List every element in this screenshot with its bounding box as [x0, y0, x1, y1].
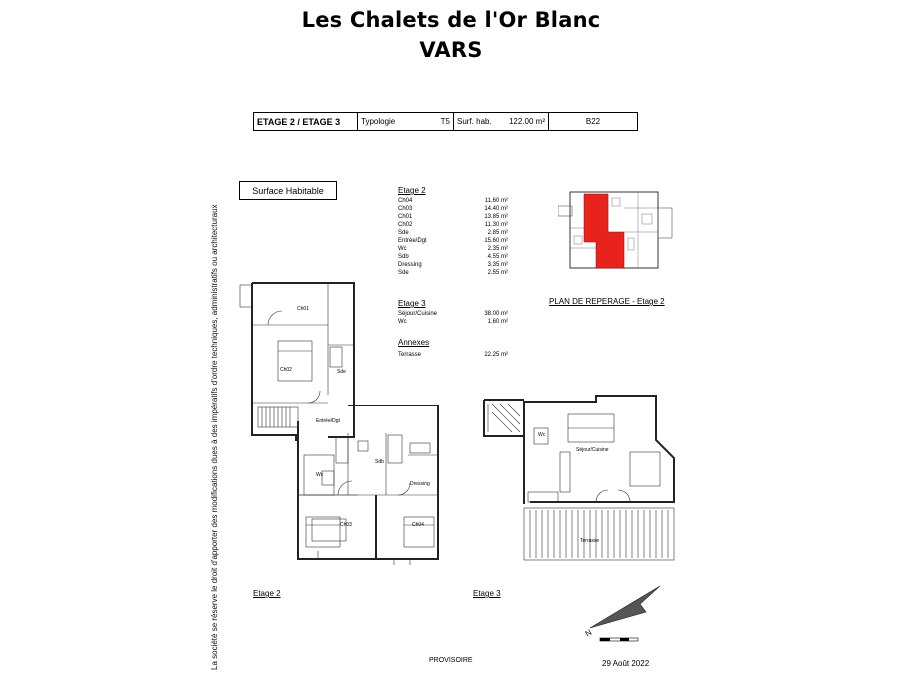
area-value: 13.85 m²: [484, 214, 508, 220]
room-sejour: Séjour/Cuisine: [576, 447, 609, 453]
area-value: 15.60 m²: [484, 238, 508, 244]
area-row: [398, 197, 508, 205]
area-value: 3.35 m²: [487, 262, 508, 268]
info-bar: [253, 112, 638, 131]
room-wc: Wc: [316, 472, 324, 478]
areas-etage2-title: Etage 2: [398, 186, 426, 195]
area-room: Terrasse: [398, 352, 422, 358]
svg-text:N: N: [583, 627, 594, 639]
room-dressing: Dressing: [410, 481, 430, 487]
area-room: Ch01: [398, 214, 413, 220]
room-ch03: Ch03: [340, 522, 352, 528]
area-room: Sde: [398, 270, 409, 276]
area-row: [398, 351, 508, 359]
room-sdb: Sdb: [375, 459, 384, 465]
areas-etage3-table: [398, 299, 508, 326]
floor-plan-etage2-east: [298, 405, 458, 567]
area-room: Ch02: [398, 222, 413, 228]
area-room: Sde: [398, 230, 409, 236]
area-row: [398, 221, 508, 229]
areas-etage2-table: [398, 186, 508, 277]
area-value: 2.55 m²: [487, 270, 508, 276]
floor-label-etage2: Etage 2: [253, 589, 281, 598]
room-ch01: Ch01: [297, 306, 309, 312]
area-value: 2.85 m²: [487, 230, 508, 236]
area-row: [398, 229, 508, 237]
north-arrow-icon: [582, 582, 662, 646]
area-value: 11.30 m²: [484, 222, 508, 228]
location-plan: [558, 188, 678, 274]
area-room: Wc: [398, 246, 407, 252]
area-room: Ch03: [398, 206, 413, 212]
project-location: VARS: [419, 38, 483, 62]
area-row: [398, 205, 508, 213]
typology-value: T5: [440, 117, 450, 126]
floor-plan-etage3: [480, 392, 676, 564]
areas-annexes-title: Annexes: [398, 338, 430, 347]
document-date: 29 Août 2022: [602, 659, 650, 668]
area-row: [398, 310, 508, 318]
area-room: Sdb: [398, 254, 409, 260]
room-ch04: Ch04: [412, 522, 424, 528]
area-row: [398, 237, 508, 245]
area-value: 38.00 m²: [484, 311, 508, 317]
legal-disclaimer: La société se réserve le droit d'apporter des modifications dues à des impératifs d'ordre techniques, administratifs ou architecturaux: [210, 204, 219, 670]
areas-etage3-title: Etage 3: [398, 299, 426, 308]
area-row: [398, 269, 508, 277]
room-ch02: Ch02: [280, 367, 292, 373]
area-room: Dressing: [398, 262, 422, 268]
room-entree: Entrée/Dgt: [316, 418, 340, 424]
typology-label: Typologie: [361, 117, 396, 126]
surface-cell: [454, 113, 549, 130]
area-row: [398, 213, 508, 221]
floor-label-etage3: Etage 3: [473, 589, 501, 598]
area-room: Ch04: [398, 198, 413, 204]
area-row: [398, 253, 508, 261]
area-room: Entrée/Dgt: [398, 238, 427, 244]
area-row: [398, 318, 508, 326]
project-title: Les Chalets de l'Or Blanc: [301, 8, 601, 32]
area-row: [398, 245, 508, 253]
room-wc-etage3: Wc: [538, 432, 546, 438]
surface-habitable-box: Surface Habitable: [239, 181, 337, 200]
highlighted-lot: [584, 194, 624, 268]
area-value: 22.25 m²: [484, 352, 508, 358]
room-sde: Sde: [337, 369, 346, 375]
location-plan-label: PLAN DE REPERAGE - Etage 2: [549, 297, 665, 306]
surface-value: 122.00 m²: [508, 117, 545, 126]
surface-label: Surf. hab.: [457, 117, 492, 126]
floors-cell: ETAGE 2 / ETAGE 3: [254, 113, 358, 130]
room-terrasse: Terrasse: [580, 538, 600, 544]
typology-cell: [358, 113, 454, 130]
area-value: 11.60 m²: [484, 198, 508, 204]
status-provisoire: PROVISOIRE: [429, 657, 473, 664]
area-room: Wc: [398, 319, 407, 325]
areas-annexes-table: [398, 338, 508, 359]
area-room: Séjour/Cuisine: [398, 311, 438, 317]
area-value: 4.55 m²: [487, 254, 508, 260]
area-value: 2.35 m²: [487, 246, 508, 252]
area-row: [398, 261, 508, 269]
area-value: 1.60 m²: [487, 319, 508, 325]
lot-ref-cell: B22: [585, 117, 601, 126]
area-value: 14.40 m²: [484, 206, 508, 212]
